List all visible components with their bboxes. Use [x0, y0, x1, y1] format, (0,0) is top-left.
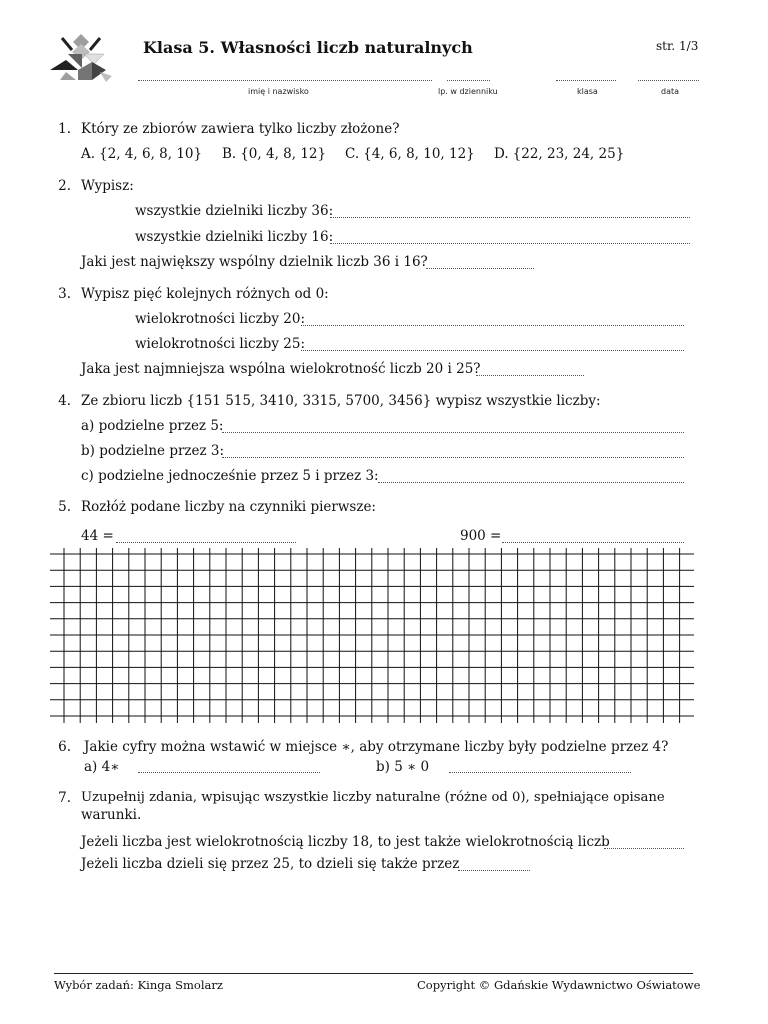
option-letter: D. [494, 146, 509, 162]
q4-answer2[interactable] [222, 457, 684, 458]
q5-left-expression: 44 = [81, 528, 114, 544]
register-number-label: lp. w dzienniku [438, 87, 498, 96]
option-value: {2, 4, 6, 8, 10} [99, 146, 203, 162]
q4-line1: a) podzielne przez 5: [81, 418, 224, 434]
option-letter: C. [345, 146, 360, 162]
page-title: Klasa 5. Własności liczb naturalnych [143, 38, 473, 57]
name-field-label: imię i nazwisko [248, 87, 309, 96]
q2-line3: Jaki jest największy wspólny dzielnik liczb 36 i 16? [81, 254, 428, 270]
q5-right-answer[interactable] [502, 542, 684, 543]
q5-text: Rozłóż podane liczby na czynniki pierwsze: [81, 499, 376, 515]
q3-number: 3. [58, 286, 71, 302]
q4-answer1[interactable] [222, 432, 684, 433]
q7-answer2[interactable] [458, 870, 530, 871]
class-label: klasa [577, 87, 598, 96]
q2-text: Wypisz: [81, 178, 134, 194]
q3-answer1[interactable] [301, 325, 684, 326]
q3-answer3[interactable] [476, 375, 584, 376]
option-value: {4, 6, 8, 10, 12} [363, 146, 475, 162]
option-letter: B. [222, 146, 237, 162]
q2-number: 2. [58, 178, 71, 194]
option-letter: A. [81, 146, 96, 162]
q3-line1: wielokrotności liczby 20: [135, 311, 306, 327]
register-number-field[interactable] [447, 80, 490, 81]
date-label: data [661, 87, 680, 96]
q2-answer3[interactable] [426, 268, 534, 269]
class-field[interactable] [556, 80, 616, 81]
q7-number: 7. [58, 790, 71, 806]
q3-answer2[interactable] [301, 350, 684, 351]
q7-text-line1: Uzupełnij zdania, wpisując wszystkie liczby naturalne (różne od 0), spełniające opisane [81, 790, 665, 805]
q4-answer3[interactable] [378, 482, 684, 483]
q4-line2: b) podzielne przez 3: [81, 443, 225, 459]
option-value: {0, 4, 8, 12} [240, 146, 327, 162]
q6-number: 6. [58, 739, 71, 755]
q5-left-answer[interactable] [116, 542, 296, 543]
q1-text: Który ze zbiorów zawiera tylko liczby złożone? [81, 121, 400, 137]
q1-option-c[interactable] [345, 146, 475, 162]
q1-option-b[interactable] [222, 146, 326, 162]
q7-line2: Jeżeli liczba dzieli się przez 25, to dzieli się także przez [81, 856, 460, 872]
q1-number: 1. [58, 121, 71, 137]
grid-area[interactable] [50, 548, 694, 723]
q3-line2: wielokrotności liczby 25: [135, 336, 306, 352]
publisher-logo [48, 32, 114, 86]
q7-answer1[interactable] [604, 848, 684, 849]
q1-option-d[interactable] [494, 146, 624, 162]
q5-right-expression: 900 = [460, 528, 502, 544]
name-field[interactable] [138, 80, 432, 81]
q2-answer1[interactable] [330, 217, 690, 218]
q2-line2: wszystkie dzielniki liczby 16: [135, 229, 334, 245]
footer-author: Wybór zadań: Kinga Smolarz [54, 978, 223, 992]
q6-part-a: a) 4∗ [84, 759, 120, 775]
q7-line1: Jeżeli liczba jest wielokrotnością liczby 18, to jest także wielokrotnością liczb [81, 834, 610, 850]
q4-line3: c) podzielne jednocześnie przez 5 i przez 3: [81, 468, 379, 484]
q6-text: Jakie cyfry można wstawić w miejsce ∗, aby otrzymane liczby były podzielne przez 4? [84, 739, 669, 755]
page-number: str. 1/3 [656, 39, 699, 53]
q3-text: Wypisz pięć kolejnych różnych od 0: [81, 286, 329, 302]
q3-line3: Jaka jest najmniejsza wspólna wielokrotność liczb 20 i 25? [81, 361, 481, 377]
q6-part-b: b) 5 ∗ 0 [376, 759, 430, 775]
footer-copyright: Copyright © Gdańskie Wydawnictwo Oświatowe [417, 978, 701, 992]
option-value: {22, 23, 24, 25} [512, 146, 625, 162]
date-field[interactable] [638, 80, 699, 81]
footer-rule [54, 973, 693, 974]
q4-text: Ze zbioru liczb {151 515, 3410, 3315, 5700, 3456} wypisz wszystkie liczby: [81, 393, 601, 409]
q4-number: 4. [58, 393, 71, 409]
q6-answer-a[interactable] [138, 772, 320, 773]
q2-line1: wszystkie dzielniki liczby 36: [135, 203, 334, 219]
q1-option-a[interactable] [81, 146, 202, 162]
q6-answer-b[interactable] [449, 772, 631, 773]
q2-answer2[interactable] [330, 243, 690, 244]
q5-number: 5. [58, 499, 71, 515]
q7-text-line2: warunki. [81, 807, 142, 823]
